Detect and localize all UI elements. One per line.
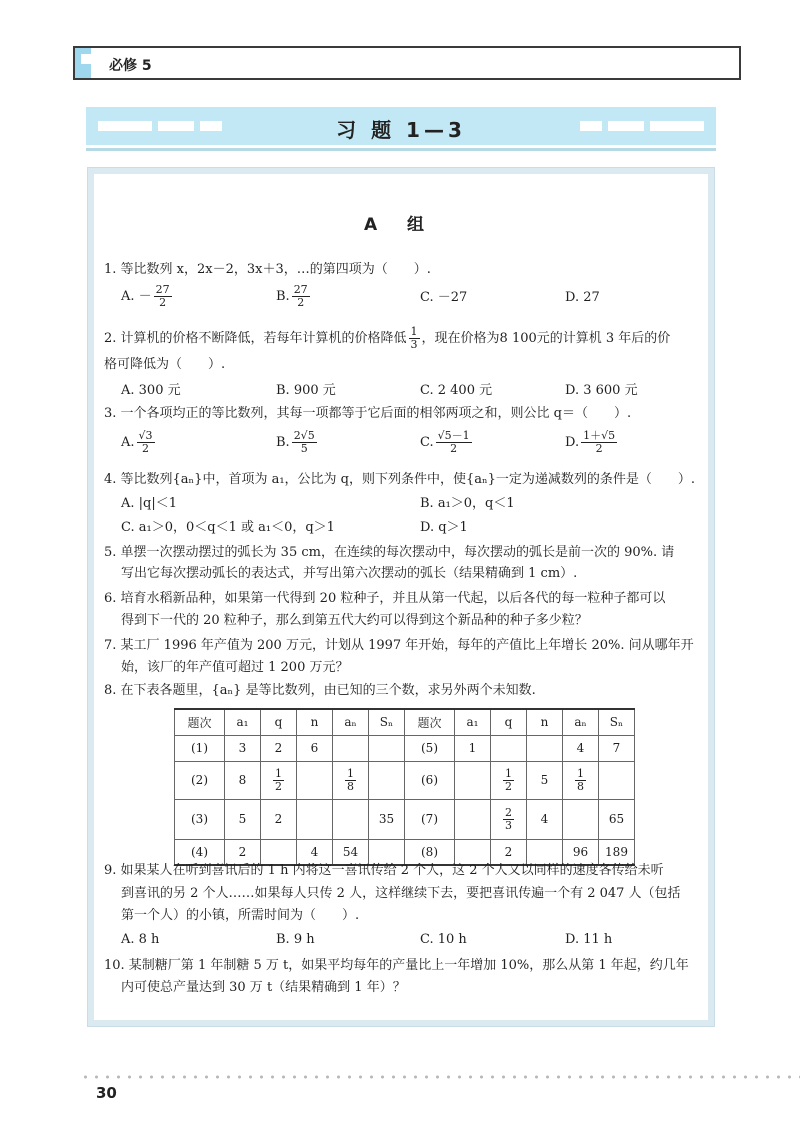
fraction-numerator: 2 (505, 805, 512, 819)
table-header-cell: q (261, 709, 297, 735)
table-header-cell: Sₙ (599, 709, 635, 735)
question-9-line-1: 9. 如果某人在听到喜讯后的 1 h 内将这一喜讯传给 2 个人，这 2 个人又以同样的速度各传给未听 (104, 863, 664, 878)
question-9-option-c: C. 10 h (420, 932, 467, 947)
question-8-table (174, 708, 635, 866)
fraction (575, 768, 586, 793)
fraction-denominator: 2 (159, 296, 167, 309)
table-cell: 7 (599, 735, 635, 761)
question-7-line-1: 7. 某工厂 1996 年产值为 200 万元，计划从 1997 年开始，每年的产值比上年增长 20%. 问从哪年开 (104, 638, 694, 653)
question-4-option-a: A. |q|＜1 (121, 496, 178, 511)
table-header-cell: aₙ (563, 709, 599, 735)
table-cell (599, 761, 635, 799)
table-cell: 4 (527, 799, 563, 839)
table-cell (455, 839, 491, 865)
fraction-denominator: 3 (505, 818, 512, 832)
table-header-cell: 题次 (405, 709, 455, 735)
table-cell (297, 761, 333, 799)
table-cell (261, 839, 297, 865)
question-10-line-2: 内可使总产量达到 30 万 t（结果精确到 1 年）？ (121, 980, 406, 995)
table-cell (455, 761, 491, 799)
question-6-line-1: 6. 培育水稻新品种，如果第一代得到 20 粒种子，并且从第一代起，以后各代的每一粒种子都可以 (104, 591, 666, 606)
question-2-option-c: C. 2 400 元 (420, 383, 493, 398)
running-header-title: 必修 5 (109, 58, 152, 74)
table-cell (527, 735, 563, 761)
table-cell: 4 (297, 839, 333, 865)
table-cell: 3 (225, 735, 261, 761)
table-row (175, 735, 635, 761)
table-cell: (7) (405, 799, 455, 839)
fraction-numerator: 27 (155, 283, 170, 296)
question-5-line-2: 写出它每次摆动弧长的表达式，并写出第六次摆动的弧长（结果精确到 1 cm）. (121, 566, 578, 581)
fraction (273, 768, 284, 793)
table-cell: 1 (455, 735, 491, 761)
question-8-stem: 8. 在下表各题里，{aₙ} 是等比数列，由已知的三个数，求另外两个未知数. (104, 683, 536, 698)
table-row (175, 799, 635, 839)
fraction-denominator: 8 (577, 779, 584, 793)
table-cell (369, 761, 405, 799)
table-cell: 2 (261, 735, 297, 761)
question-2-option-d: D. 3 600 元 (565, 383, 638, 398)
table-cell: 35 (369, 799, 405, 839)
table-header-cell: n (297, 709, 333, 735)
table-row (175, 839, 635, 865)
fraction (292, 284, 310, 309)
table-header-cell: 题次 (175, 709, 225, 735)
table-cell: 4 (563, 735, 599, 761)
question-4-option-c: C. a₁＞0，0＜q＜1 或 a₁＜0，q＞1 (121, 520, 335, 535)
fraction-denominator: 2 (297, 296, 305, 309)
table-cell (527, 839, 563, 865)
question-3-option-b (276, 430, 319, 455)
footer-dotted-rule (80, 1075, 800, 1079)
question-1-stem: 1. 等比数列 x，2x－2，3x＋3，…的第四项为（ ）. (104, 262, 431, 277)
table-cell: (3) (175, 799, 225, 839)
table-cell: 2 (261, 799, 297, 839)
fraction (581, 430, 617, 455)
fraction (436, 430, 472, 455)
table-cell: 5 (527, 761, 563, 799)
table-header-cell: Sₙ (369, 709, 405, 735)
question-4-option-d: D. q＞1 (420, 520, 468, 535)
table-cell: 8 (225, 761, 261, 799)
fraction-numerator: 1 (505, 766, 512, 780)
fraction-denominator: 2 (505, 779, 512, 793)
question-1-option-c: C. －27 (420, 290, 468, 305)
fraction-denominator: 8 (347, 779, 354, 793)
table-cell: 65 (599, 799, 635, 839)
question-1-option-d: D. 27 (565, 290, 600, 305)
question-1-option-a (121, 284, 174, 309)
question-6-line-2: 得到下一代的 20 粒种子，那么到第五代大约可以得到这个新品种的种子多少粒？ (121, 613, 588, 628)
fraction (154, 284, 172, 309)
fraction-denominator: 3 (410, 338, 418, 351)
question-2-stem-line-1 (104, 326, 670, 351)
fraction (137, 430, 155, 455)
question-10-line-1: 10. 某制糖厂第 1 年制糖 5 万 t，如果平均每年的产量比上一年增加 10%，那么从第 1 年起，约几年 (104, 958, 689, 973)
question-3-stem: 3. 一个各项均正的等比数列，其每一项都等于它后面的相邻两项之和，则公比 q＝（ ）. (104, 406, 632, 421)
running-header (73, 46, 741, 80)
table-cell (369, 735, 405, 761)
fraction-numerator: √5－1 (437, 429, 470, 442)
table-cell (333, 761, 369, 799)
fraction-numerator: 1 (347, 766, 354, 780)
table-header-row (175, 709, 635, 735)
question-9-option-a: A. 8 h (121, 932, 160, 947)
group-heading: A 组 (363, 215, 437, 235)
table-cell: 5 (225, 799, 261, 839)
fraction (292, 430, 317, 455)
question-4-option-b: B. a₁＞0，q＜1 (420, 496, 515, 511)
table-cell: 2 (491, 839, 527, 865)
table-cell (333, 735, 369, 761)
option-label: B. (276, 435, 290, 450)
question-2-option-b: B. 900 元 (276, 383, 336, 398)
exercise-title: 习 题 1—3 (336, 118, 466, 142)
header-accent-strip (75, 48, 91, 78)
option-label: C. (420, 435, 434, 450)
fraction (503, 768, 514, 793)
table-header-cell: n (527, 709, 563, 735)
page-number: 30 (96, 1084, 117, 1102)
table-cell (563, 761, 599, 799)
table-header-cell: q (491, 709, 527, 735)
question-2-option-a: A. 300 元 (121, 383, 181, 398)
table-header-cell: a₁ (455, 709, 491, 735)
table-cell (491, 799, 527, 839)
question-7-line-2: 始，该厂的年产值可超过 1 200 万元？ (121, 660, 349, 675)
table-cell: (5) (405, 735, 455, 761)
fraction-numerator: 27 (293, 283, 308, 296)
fraction-numerator: √3 (138, 429, 153, 442)
question-9-line-2: 到喜讯的另 2 个人……如果每人只传 2 人，这样继续下去，要把喜讯传遍一个有 2 047 人（包括 (121, 886, 681, 901)
table-cell (261, 761, 297, 799)
fraction (345, 768, 356, 793)
fraction-denominator: 2 (275, 779, 282, 793)
banner-underline (86, 148, 716, 151)
option-label: A. － (121, 289, 152, 304)
question-9-option-d: D. 11 h (565, 932, 613, 947)
question-3-option-d (565, 430, 619, 455)
table-cell (491, 761, 527, 799)
table-cell: (4) (175, 839, 225, 865)
question-1-option-b (276, 284, 312, 309)
question-9-line-3: 第一个人）的小镇，所需时间为（ ）. (121, 908, 360, 923)
table-header-cell: a₁ (225, 709, 261, 735)
table-cell (455, 799, 491, 839)
question-3-option-c (420, 430, 474, 455)
question-9-option-b: B. 9 h (276, 932, 315, 947)
table-cell: (1) (175, 735, 225, 761)
fraction-numerator: 2√5 (293, 429, 315, 442)
table-cell: 54 (333, 839, 369, 865)
table-cell: (8) (405, 839, 455, 865)
table-cell: 96 (563, 839, 599, 865)
fraction-denominator: 2 (450, 442, 458, 455)
question-2-text: 2. 计算机的价格不断降低，若每年计算机的价格降低 (104, 331, 407, 346)
fraction-numerator: 1 (275, 766, 282, 780)
table-cell: 2 (225, 839, 261, 865)
fraction-numerator: 1 (577, 766, 584, 780)
question-2-text: ，现在价格为8 100元的计算机 3 年后的价 (421, 331, 671, 346)
table-cell (333, 799, 369, 839)
fraction-denominator: 5 (300, 442, 308, 455)
fraction (409, 326, 420, 351)
table-cell: 6 (297, 735, 333, 761)
fraction (503, 807, 514, 832)
option-label: B. (276, 289, 290, 304)
fraction-denominator: 2 (142, 442, 150, 455)
question-3-option-a (121, 430, 157, 455)
question-4-stem: 4. 等比数列{aₙ}中，首项为 a₁，公比为 q，则下列条件中，使{aₙ}一定为递减数列的条件是（ ）. (104, 472, 696, 487)
option-label: A. (121, 435, 135, 450)
header-square-icon (81, 54, 91, 64)
table-cell (297, 799, 333, 839)
option-label: D. (565, 435, 580, 450)
exercise-banner (86, 107, 716, 145)
table-header-cell: aₙ (333, 709, 369, 735)
fraction-numerator: 1＋√5 (583, 429, 616, 442)
table-cell (563, 799, 599, 839)
table-cell: (6) (405, 761, 455, 799)
question-5-line-1: 5. 单摆一次摆动摆过的弧长为 35 cm，在连续的每次摆动中，每次摆动的弧长是前一次的 90%. 请 (104, 545, 675, 560)
fraction-denominator: 2 (595, 442, 603, 455)
table-cell: 189 (599, 839, 635, 865)
fraction-numerator: 1 (410, 325, 418, 338)
table-cell (491, 735, 527, 761)
table-row (175, 761, 635, 799)
table-cell: (2) (175, 761, 225, 799)
question-2-stem-line-2: 格可降低为（ ）. (104, 357, 226, 372)
table-cell (369, 839, 405, 865)
